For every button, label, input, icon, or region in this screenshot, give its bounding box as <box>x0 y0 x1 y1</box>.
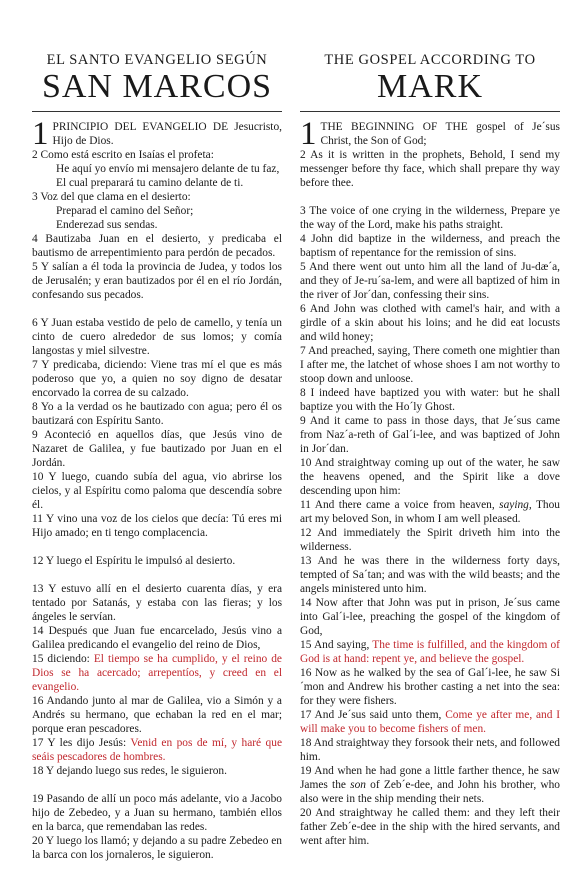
verse-9: 9 And it came to pass in those days, that Je´sus came from Naz´a-reth of Gal´i-lee, and was baptized of John in Jor´dan. <box>300 415 560 455</box>
verse-10: 10 Y luego, cuando subía del agua, vio abrirse los cielos, y al Espíritu como paloma que descendía sobre él. <box>32 471 282 511</box>
words-of-jesus: The time is fulfilled, and the kingdom of God is at hand: repent ye, and believe the gospel. <box>300 639 560 665</box>
words-of-jesus: Venid en pos de mí, y haré que seáis pescadores de hombres. <box>32 737 282 763</box>
verse-4: 4 Bautizaba Juan en el desierto, y predicaba el bautismo de arrepentimiento para perdón de pecados. <box>32 233 282 259</box>
verse-17: 17 Y les dijo Jesús: Venid en pos de mí, y haré que seáis pescadores de hombres. <box>32 737 282 763</box>
verse-3: 3 The voice of one crying in the wilderness, Prepare ye the way of the Lord, make his paths straight. <box>300 205 560 231</box>
verse-15: 15 And saying, The time is fulfilled, and the kingdom of God is at hand: repent ye, and believe the gospel. <box>300 639 560 665</box>
verse-6: 6 And John was clothed with camel's hair, and with a girdle of a skin about his loins; and he did eat locusts and wild honey; <box>300 303 560 343</box>
spanish-text <box>32 116 282 862</box>
english-header-rule <box>300 111 560 112</box>
verse-2: 2 As it is written in the prophets, Behold, I send my messenger before thy face, which shall prepare thy way before thee. <box>300 149 560 189</box>
verse-11: 11 And there came a voice from heaven, saying, Thou art my beloved Son, in whom I am well pleased. <box>300 499 560 525</box>
verse-13: 13 And he was there in the wilderness forty days, tempted of Sa´tan; and was with the wild beasts; and the angels ministered unto him. <box>300 555 560 595</box>
verse-2-poem-line: He aquí yo envío mi mensajero delante de tu faz, <box>56 163 280 175</box>
verse-18: 18 And straightway they forsook their nets, and followed him. <box>300 737 560 763</box>
verse-1: 1 THE BEGINNING OF THE gospel of Je´sus Christ, the Son of God; <box>300 116 560 152</box>
verse-17: 17 And Je´sus said unto them, Come ye after me, and I will make you to become fishers of men. <box>300 709 560 735</box>
verse-20: 20 And straightway he called them: and they left their father Zeb´e-dee in the ship with the hired servants, and went after him. <box>300 807 560 847</box>
spanish-header-subtitle: EL SANTO EVANGELIO SEGÚN <box>46 52 268 68</box>
verse-8: 8 Yo a la verdad os he bautizado con agua; pero él os bautizará con Espíritu Santo. <box>32 401 282 427</box>
verse-9: 9 Aconteció en aquellos días, que Jesús vino de Nazaret de Galilea, y fue bautizado por Juan en el Jordán. <box>32 429 282 469</box>
english-header-subtitle: THE GOSPEL ACCORDING TO <box>324 52 536 68</box>
words-of-jesus: Come ye after me, and I will make you to become fishers of men. <box>300 709 560 735</box>
verse-16: 16 Now as he walked by the sea of Gal´i-lee, he saw Si´mon and Andrew his brother casting a net into the sea: for they were fishers. <box>300 667 560 707</box>
verse-2-poem-line: El cual preparará tu camino delante de ti. <box>56 177 244 189</box>
verse-14: 14 Now after that John was put in prison, Je´sus came into Gal´i-lee, preaching the gospel of the kingdom of God, <box>300 597 560 637</box>
verse-6: 6 Y Juan estaba vestido de pelo de camello, y tenía un cinto de cuero alrededor de sus lomos; y comía langostas y miel silvestre. <box>32 317 282 357</box>
verse-12: 12 Y luego el Espíritu le impulsó al desierto. <box>32 555 236 567</box>
verse-7: 7 And preached, saying, There cometh one mightier than I after me, the latchet of whose shoes I am not worthy to stoop down and unloose. <box>300 345 560 385</box>
verse-19: 19 Pasando de allí un poco más adelante, vio a Jacobo hijo de Zebedeo, y a Juan su hermano, también ellos en la barca, que remendaban las redes. <box>32 793 282 833</box>
verse-18: 18 Y dejando luego sus redes, le siguieron. <box>32 765 227 777</box>
verse-10: 10 And straightway coming up out of the water, he saw the heavens opened, and the Spirit like a dove descending upon him: <box>300 457 560 497</box>
verse-15: 15 diciendo: El tiempo se ha cumplido, y el reino de Dios se ha acercado; arrepentíos, y creed en el evangelio. <box>32 653 282 693</box>
verse-8: 8 I indeed have baptized you with water: but he shall baptize you with the Ho´ly Ghost. <box>300 387 560 413</box>
verse-3-poem-line: Preparad el camino del Señor; <box>56 205 194 217</box>
english-header-title: MARK <box>376 68 484 105</box>
verse-11: 11 Y vino una voz de los cielos que decía: Tú eres mi Hijo amado; en ti tengo complacencia. <box>32 513 282 539</box>
verse-12: 12 And immediately the Spirit driveth him into the wilderness. <box>300 527 560 553</box>
verse-5: 5 Y salían a él toda la provincia de Judea, y todos los de Jerusalén; y eran bautizados por él en el río Jordán, confesando sus pecados. <box>32 261 282 301</box>
verse-20: 20 Y luego los llamó; y dejando a su padre Zebedeo en la barca con los jornaleros, le siguieron. <box>32 835 282 861</box>
verse-19: 19 And when he had gone a little farther thence, he saw James the son of Zeb´e-dee, and John his brother, who also were in the ship mending their nets. <box>300 765 561 805</box>
english-text <box>300 116 561 848</box>
words-of-jesus: El tiempo se ha cumplido, y el reino de Dios se ha acercado; arrepentíos, y creed en el evangelio. <box>32 653 282 693</box>
verse-4: 4 John did baptize in the wilderness, and preach the baptism of repentance for the remission of sins. <box>300 233 560 259</box>
chapter-number: 1 <box>32 116 49 152</box>
spanish-header-title: SAN MARCOS <box>41 68 273 105</box>
verse-5: 5 And there went out unto him all the land of Ju-dæ´a, and they of Je-ru´sa-lem, and were all baptized of him in the river of Jor´dan, confessing their sins. <box>300 261 560 301</box>
verse-13: 13 Y estuvo allí en el desierto cuarenta días, y era tentado por Satanás, y estaba con las fieras; y los ángeles le servían. <box>32 583 282 623</box>
chapter-number: 1 <box>300 116 317 152</box>
verse-3-poem-line: Enderezad sus sendas. <box>56 219 158 231</box>
verse-14: 14 Después que Juan fue encarcelado, Jesús vino a Galilea predicando el evangelio del reino de Dios, <box>32 625 282 651</box>
verse-7: 7 Y predicaba, diciendo: Viene tras mí el que es más poderoso que yo, a quien no soy digno de desatar encorvado la correa de su calzado. <box>32 359 282 399</box>
verse-2: 2 Como está escrito en Isaías el profeta: <box>32 149 214 161</box>
verse-16: 16 Andando junto al mar de Galilea, vio a Simón y a Andrés su hermano, que echaban la red en el mar; porque eran pescadores. <box>32 695 282 735</box>
verse-1: 1 PRINCIPIO DEL EVANGELIO DE Jesucristo, Hijo de Dios. <box>32 116 282 152</box>
verse-3: 3 Voz del que clama en el desierto: <box>32 191 191 203</box>
spanish-header-rule <box>32 111 282 112</box>
